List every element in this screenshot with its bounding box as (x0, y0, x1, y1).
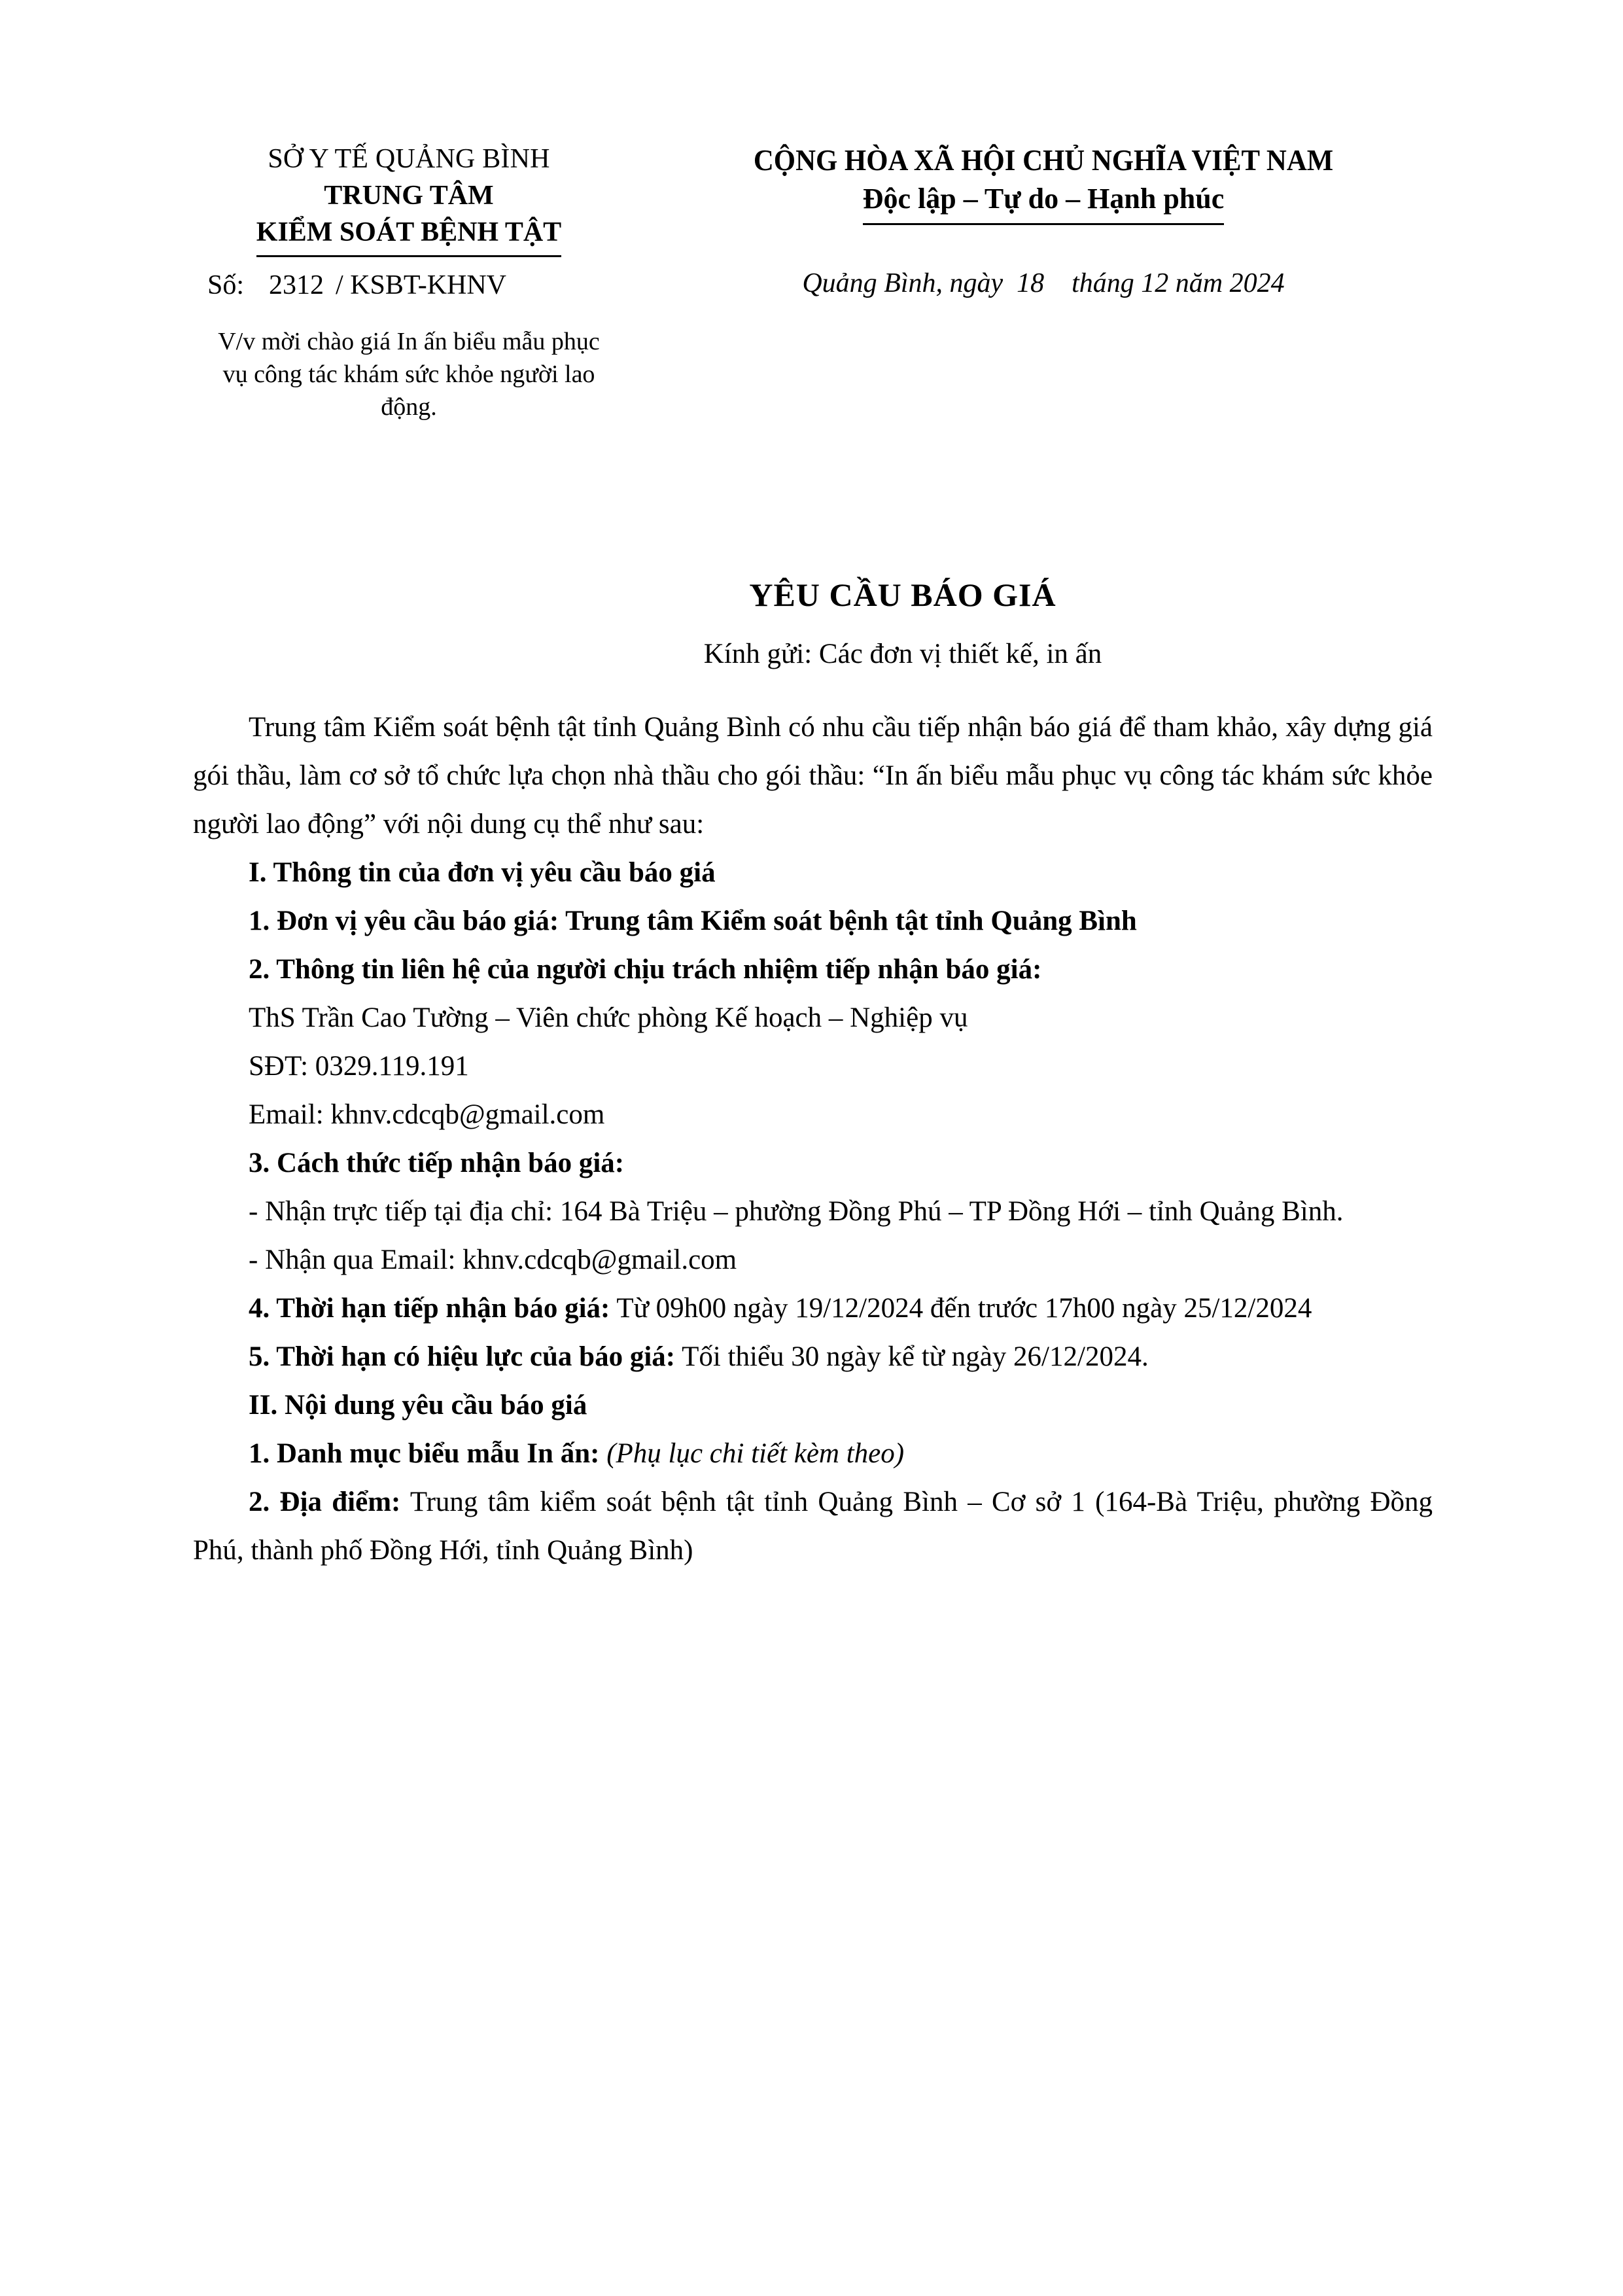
section-2-heading: II. Nội dung yêu cầu báo giá (249, 1390, 587, 1421)
item-2-contact-heading: 2. Thông tin liên hệ của người chịu trách nhiệm tiếp nhận báo giá: (249, 954, 1042, 985)
addressee-line: Kính gửi: Các đơn vị thiết kế, in ấn (703, 639, 1102, 669)
item-2-1-label: 1. Danh mục biểu mẫu In ấn: (249, 1438, 600, 1469)
section-1-heading: I. Thông tin của đơn vị yêu cầu báo giá (249, 857, 716, 888)
document-number-suffix: / KSBT-KHNV (336, 270, 507, 300)
org-parent-name: SỞ Y TẾ QUẢNG BÌNH (268, 144, 550, 174)
item-2-1-form-list (193, 1430, 1433, 1478)
item-3-bullet-email: - Nhận qua Email: khnv.cdcqb@gmail.com (249, 1245, 737, 1275)
item-2-2-value: Trung tâm kiểm soát bệnh tật tỉnh Quảng Bình – Cơ sở 1 (164-Bà Triệu, phường Đồng Phú, thành phố Đồng Hới, tỉnh Quảng Bình) (193, 1487, 1433, 1566)
item-5-value: Tối thiểu 30 ngày kể từ ngày 26/12/2024. (675, 1341, 1149, 1372)
document-header (0, 141, 1623, 474)
item-2-2-label: 2. Địa điểm: (249, 1487, 401, 1517)
item-5-validity (193, 1333, 1433, 1381)
item-1-requesting-unit: 1. Đơn vị yêu cầu báo giá: Trung tâm Kiểm soát bệnh tật tỉnh Quảng Bình (249, 906, 1137, 936)
document-subject: V/v mời chào giá In ấn biểu mẫu phục vụ công tác khám sức khỏe người lao động. (218, 328, 600, 421)
national-name: CỘNG HÒA XÃ HỘI CHỦ NGHĨA VIỆT NAM (753, 143, 1334, 177)
item-3-bullet-in-person: - Nhận trực tiếp tại địa chỉ: 164 Bà Triệu – phường Đồng Phú – TP Đồng Hới – tỉnh Quảng Bình. (249, 1196, 1344, 1227)
item-3-submission-heading: 3. Cách thức tiếp nhận báo giá: (249, 1148, 625, 1178)
item-4-label: 4. Thời hạn tiếp nhận báo giá: (249, 1293, 610, 1324)
item-5-label: 5. Thời hạn có hiệu lực của báo giá: (249, 1341, 676, 1372)
document-body (193, 703, 1433, 1575)
item-4-value: Từ 09h00 ngày 19/12/2024 đến trước 17h00 ngày 25/12/2024 (610, 1293, 1312, 1324)
document-number-value: 2312 (269, 270, 324, 300)
national-heading-block (654, 141, 1433, 302)
intro-paragraph: Trung tâm Kiểm soát bệnh tật tỉnh Quảng Bình có nhu cầu tiếp nhận báo giá để tham khảo, xây dựng giá gói thầu, làm cơ sở tổ chức lựa chọn nhà thầu cho gói thầu: “In ấn biểu mẫu phục vụ công tác khám sức khỏe người lao động” với nội dung cụ thể như sau: (193, 712, 1433, 839)
national-motto: Độc lập – Tự do – Hạnh phúc (863, 180, 1225, 225)
document-number-label: Số: (207, 270, 245, 300)
contact-email: Email: khnv.cdcqb@gmail.com (249, 1099, 605, 1130)
contact-phone: SĐT: 0329.119.191 (249, 1051, 469, 1082)
contact-person-name: ThS Trần Cao Tường – Viên chức phòng Kế hoạch – Nghiệp vụ (249, 1002, 968, 1033)
page-title: YÊU CẦU BÁO GIÁ (749, 576, 1056, 613)
national-motto-wrap (654, 180, 1433, 227)
org-name-line2: KIỂM SOÁT BỆNH TẬT (256, 214, 561, 257)
item-2-1-value: (Phụ lục chi tiết kèm theo) (599, 1438, 905, 1469)
place-and-date: Quảng Bình, ngày 18 tháng 12 năm 2024 (802, 268, 1285, 298)
issuing-organization-block (193, 141, 625, 423)
item-2-2-location (193, 1478, 1433, 1575)
item-4-deadline (193, 1284, 1433, 1333)
org-name-line1: TRUNG TÂM (324, 181, 494, 211)
org-name-line2-wrap (193, 214, 625, 258)
document-number-line (193, 265, 625, 306)
